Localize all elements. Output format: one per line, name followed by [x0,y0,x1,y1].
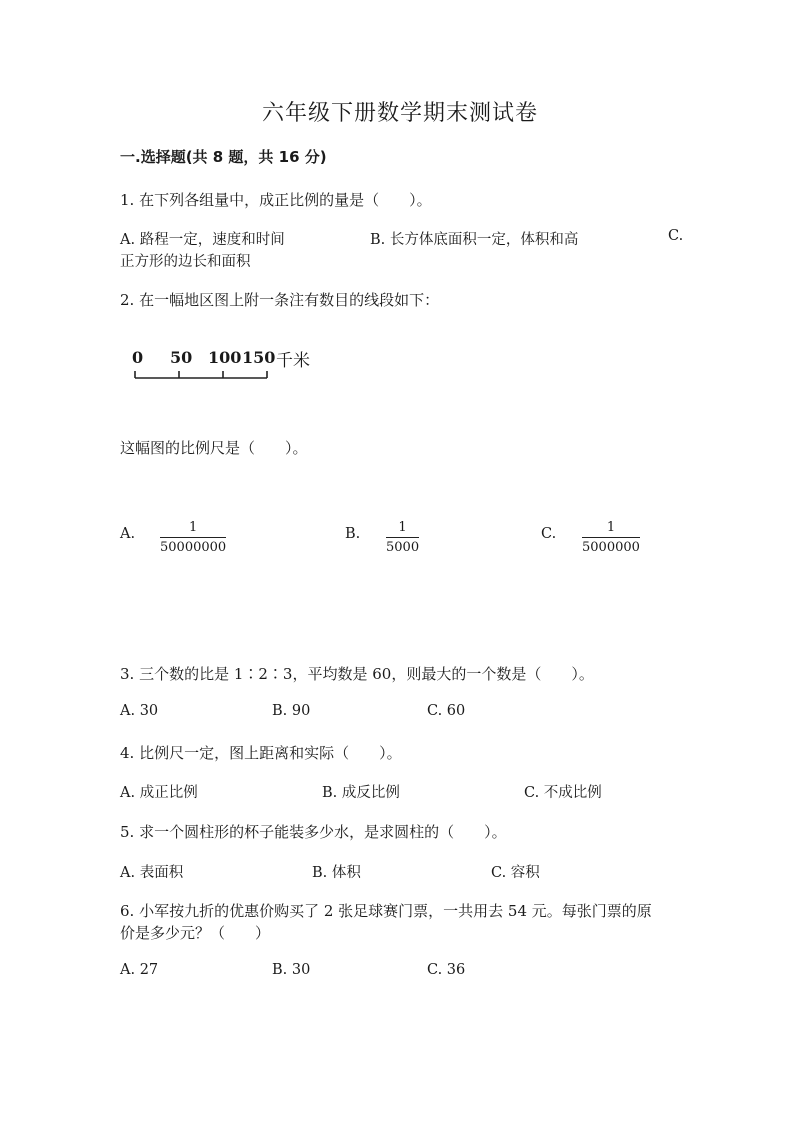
q2-option-a-fraction [160,521,226,554]
scale-line [134,368,274,382]
scale-label-0: 0 [132,348,144,367]
question-2-sub: 这幅图的比例尺是（ ）。 [120,439,308,457]
page-title: 六年级下册数学期末测试卷 [261,101,538,126]
fraction-numerator: 1 [188,520,198,535]
fraction-denominator: 50000000 [160,540,227,555]
scale-label-100: 100 [208,348,242,367]
q2-option-c-label: C. [541,526,557,542]
scale-unit: 千米 [276,351,310,371]
q5-option-b: B. 体积 [312,865,361,881]
q2-option-b-label: B. [345,526,361,542]
q4-option-c: C. 不成比例 [524,785,602,801]
q4-option-a: A. 成正比例 [120,785,198,801]
question-2: 2. 在一幅地区图上附一条注有数目的线段如下： [120,291,440,309]
q5-option-c: C. 容积 [491,865,540,881]
q3-option-c: C. 60 [427,703,466,719]
question-6-continued: 价是多少元？（ ） [120,924,271,942]
q6-option-a: A. 27 [120,962,159,978]
question-4: 4. 比例尺一定，图上距离和实际（ ）。 [120,744,402,762]
q6-option-b: B. 30 [272,962,311,978]
q2-option-c-fraction [582,521,640,554]
scale-bar [120,340,360,390]
q4-option-b: B. 成反比例 [322,785,400,801]
fraction-denominator: 5000 [386,540,420,555]
fraction-numerator: 1 [398,520,407,535]
fraction-numerator: 1 [606,520,616,535]
q6-option-c: C. 36 [427,962,466,978]
q1-option-c: C. [668,228,684,244]
section-heading: 一.选择题(共 8 题，共 16 分) [120,148,327,166]
q1-option-b: B. 长方体底面积一定，体积和高 [370,232,579,248]
question-1: 1. 在下列各组量中，成正比例的量是（ ）。 [120,191,432,209]
q5-option-a: A. 表面积 [120,865,184,881]
question-3: 3. 三个数的比是 1∶2∶3，平均数是 60，则最大的一个数是（ ）。 [120,665,594,683]
scale-label-50: 50 [170,348,193,367]
scale-label-150: 150 [242,348,276,367]
question-6: 6. 小军按九折的优惠价购买了 2 张足球赛门票，一共用去 54 元。每张门票的原 [120,902,652,920]
q3-option-b: B. 90 [272,703,311,719]
fraction-denominator: 5000000 [582,540,640,555]
q2-option-a-label: A. [120,526,136,542]
q2-option-b-fraction [386,521,419,554]
q3-option-a: A. 30 [120,703,159,719]
q1-option-c-continued: 正方形的边长和面积 [120,254,251,270]
q1-option-a: A. 路程一定，速度和时间 [120,232,285,248]
question-5: 5. 求一个圆柱形的杯子能装多少水，是求圆柱的（ ）。 [120,823,507,841]
